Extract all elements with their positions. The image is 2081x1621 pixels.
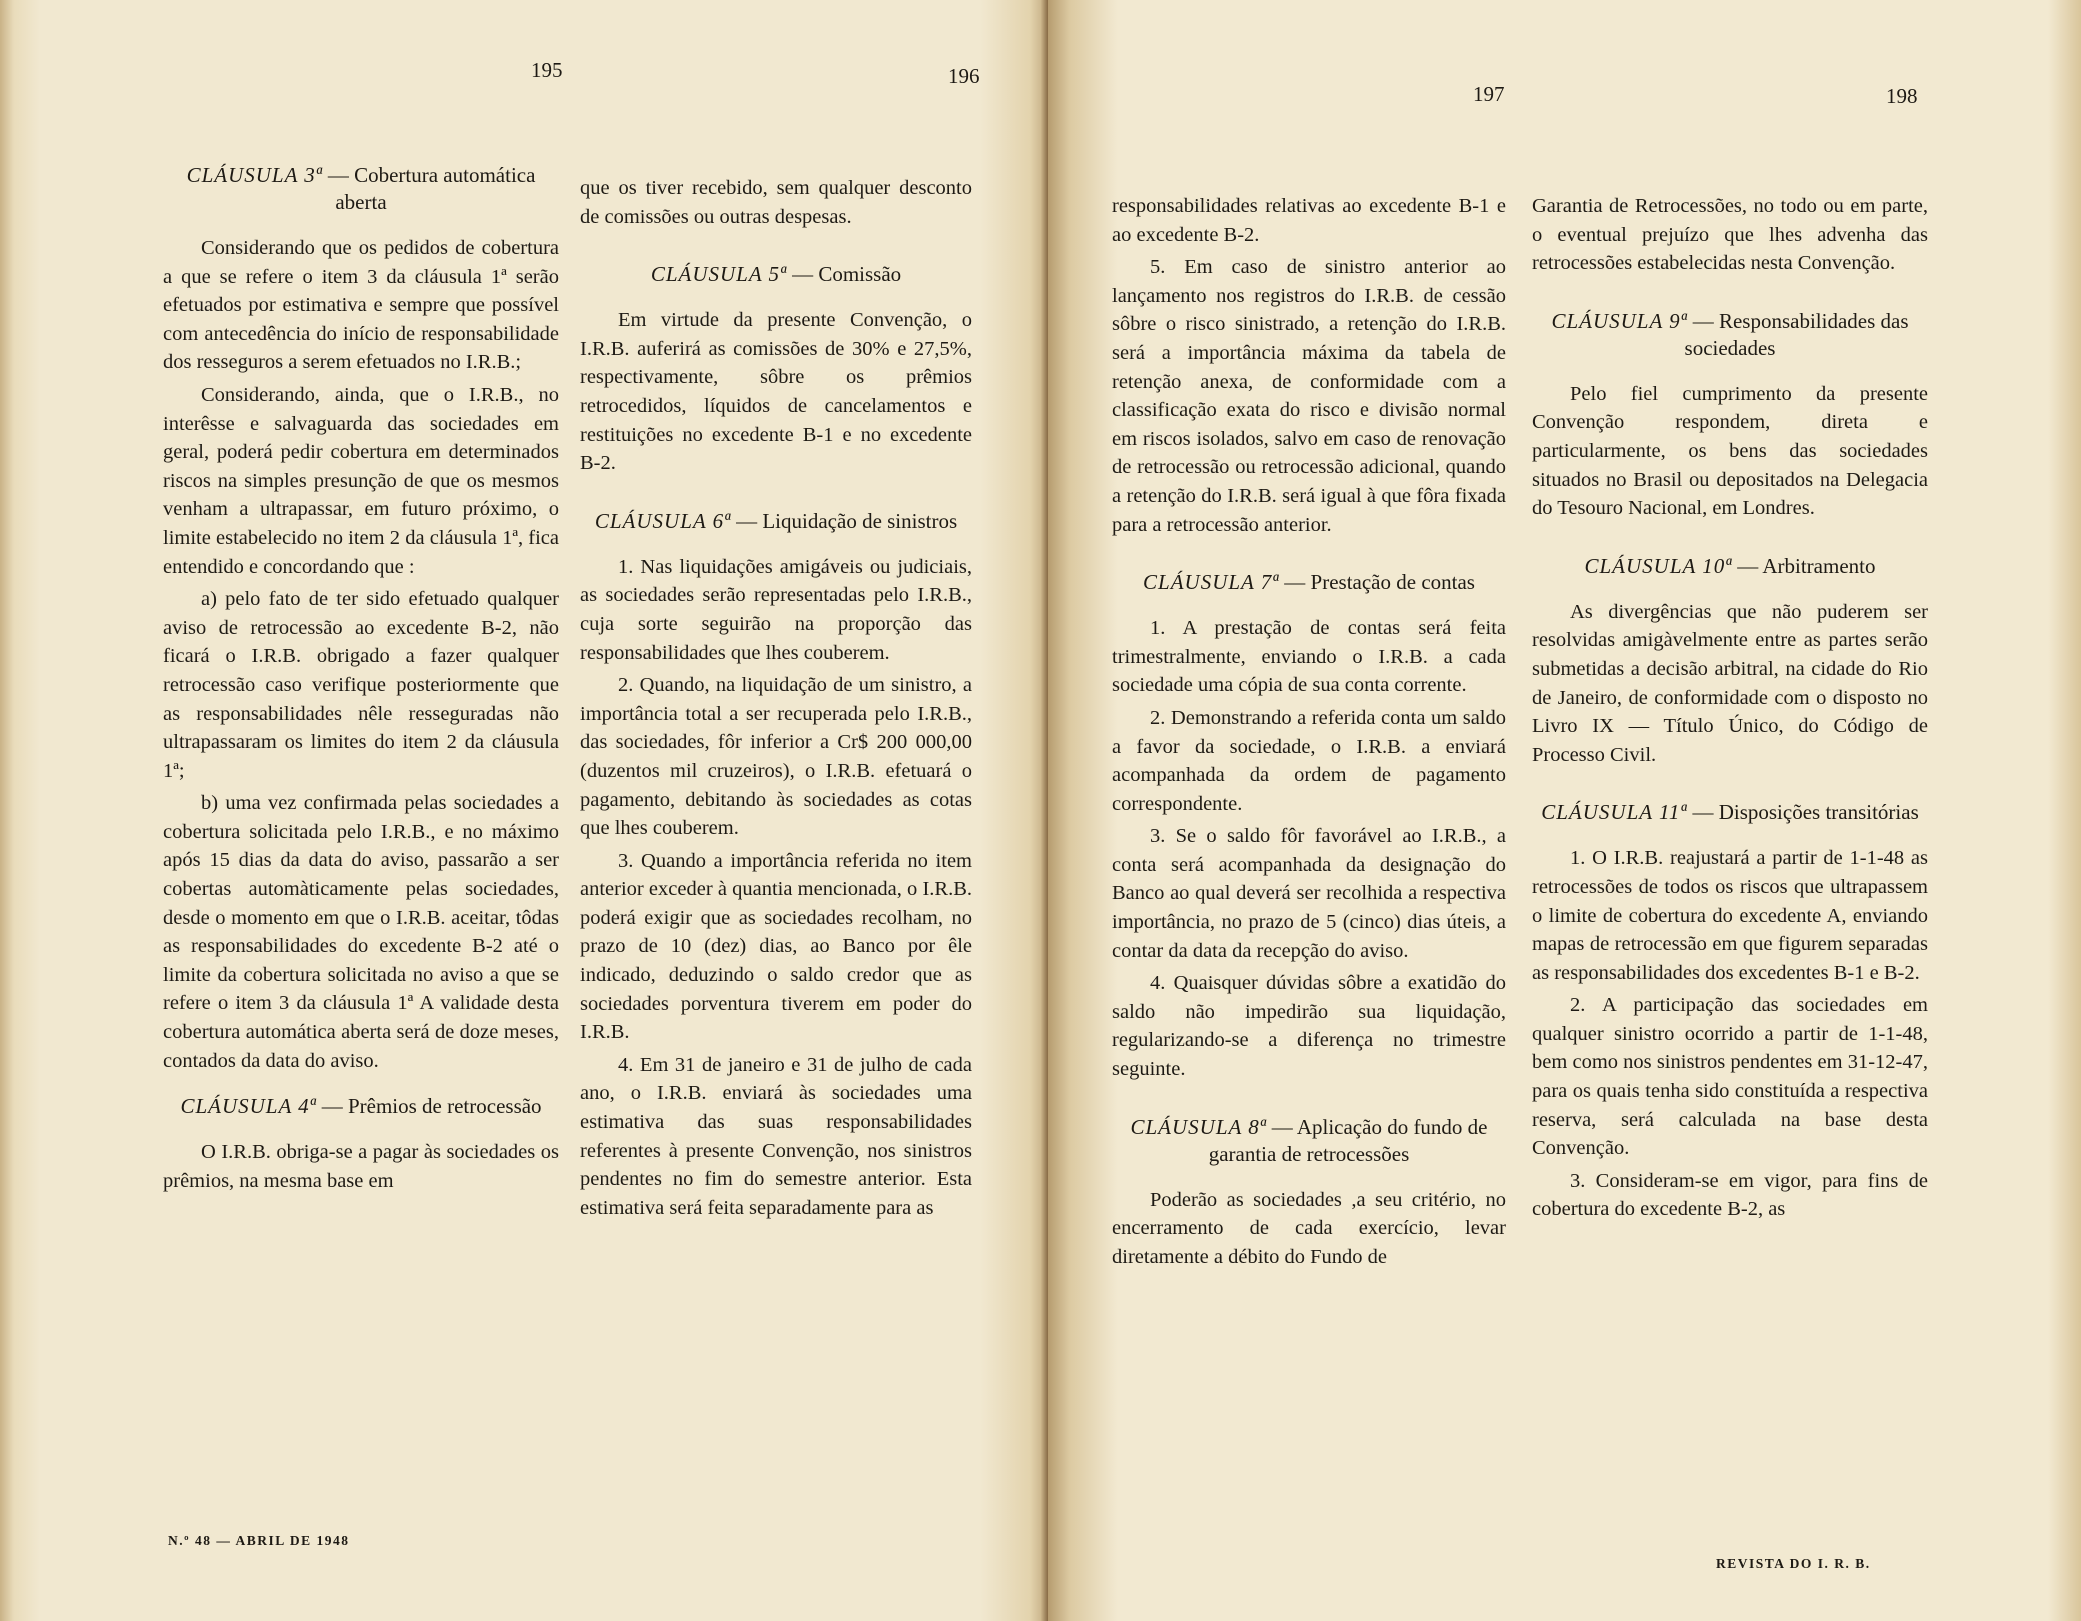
clause-5-name: CLÁUSULA 5ª: [650, 262, 787, 287]
paragraph: 3. Quando a importância referida no item anterior exceder à quantia mencionada, o I.R.B. poderá exigir que as sociedades recolham, no prazo de 10 (dez) dias, ao Banco por êle indicado, deduzindo o saldo credor que as sociedades porventura tiverem em poder do I.R.B.: [580, 849, 972, 1044]
item-a: a) pelo fato de ter sido efetuado qualquer aviso de retrocessão ao excedente B-2, não ficará o I.R.B. obrigado a fazer qualquer retrocessão caso verifique posteriormente que as responsabilidades nêle resseguradas não ultrapassaram os limites do item 2 da cláusula 1ª;: [163, 588, 559, 782]
paragraph: 1. Nas liquidações amigáveis ou judiciais, as sociedades serão representadas pelo I.R.B., cuja sorte seguirão na proporção das responsabilidades que lhes couberem.: [580, 555, 972, 664]
clause-7-name: CLÁUSULA 7ª: [1143, 570, 1280, 595]
paragraph: As divergências que não puderem ser resolvidas amigàvelmente entre as partes serão submetidas a decisão arbitral, na cidade do Rio de Janeiro, de conformidade com o disposto no Livro IX — Título Único, do Código de Processo Civil.: [1532, 600, 1928, 766]
clause-4-name: CLÁUSULA 4ª: [180, 1094, 317, 1119]
page-number-195: 195: [531, 58, 563, 82]
clause-9-heading: [1532, 308, 1928, 362]
paragraph: 1. O I.R.B. reajustará a partir de 1-1-48 as retrocessões de todos os riscos que ultrapassem o limite de cobertura do excedente A, enviando mapas de retrocessão em que figurem separadas as responsabilidades dos excedentes B-1 e B-2.: [1532, 847, 1928, 984]
clause-11-heading: [1532, 799, 1928, 826]
page-number-198: 198: [1886, 84, 1918, 108]
clause-4-title: — Prêmios de retrocessão: [321, 1094, 542, 1119]
clause-8-name: CLÁUSULA 8ª: [1130, 1114, 1267, 1139]
clause-9-name: CLÁUSULA 9ª: [1551, 308, 1688, 333]
clause-3-heading: [163, 162, 559, 216]
footer-journal: REVISTA DO I. R. B.: [1716, 1556, 1871, 1571]
right-page: [1048, 0, 2081, 1621]
clause-4-heading: [163, 1093, 559, 1120]
paragraph-continuation: que os tiver recebido, sem qualquer desconto de comissões ou outras despesas.: [580, 177, 972, 228]
page-number-196: 196: [948, 64, 980, 88]
clause-9-title: — Responsabilidades das sociedades: [1684, 308, 1909, 360]
footer-issue: N.º 48 — ABRIL DE 1948: [168, 1533, 350, 1548]
column-198: [1532, 192, 1928, 1228]
paragraph: 2. A participação das sociedades em qualquer sinistro ocorrido a partir de 1-1-48, bem como nos sinistros pendentes em 31-12-47, para os quais tenha sido constituída a respectiva reserva, será calculada na base desta Convenção.: [1532, 994, 1928, 1160]
clause-10-title: — Arbitramento: [1737, 553, 1876, 578]
paragraph: 3. Consideram-se em vigor, para fins de cobertura do excedente B-2, as: [1532, 1169, 1928, 1221]
clause-6-heading: [580, 508, 972, 535]
clause-3-name: CLÁUSULA 3ª: [186, 163, 323, 187]
paragraph: 2. Quando, na liquidação de um sinistro, a importância total a ser recuperada pelo I.R.B., das sociedades, fôr inferior a Cr$ 200 000,00 (duzentos mil cruzeiros), o I.R.B. efetuará o pagamento, debitando às sociedades as cotas que lhes couberem.: [580, 674, 972, 840]
clause-7-heading: [1112, 569, 1506, 596]
paragraph: 5. Em caso de sinistro anterior ao lançamento nos registros do I.R.B. de cessão sôbre o risco sinistrado, a retenção do I.R.B. será a importância máxima da tabela de retenção anexa, de conformidade com a classificação exata do risco e divisão normal em riscos isolados, salvo em caso de renovação de retrocessão ou retrocessão adicional, quando a retenção do I.R.B. será igual à que fôra fixada para a retrocessão anterior.: [1112, 256, 1506, 536]
paragraph-continuation: Garantia de Retrocessões, no todo ou em parte, o eventual prejuízo que lhes advenha das retrocessões estabelecidas nesta Convenção.: [1532, 195, 1928, 275]
clause-8-title: — Aplicação do fundo de garantia de retrocessões: [1208, 1114, 1488, 1166]
column-196: [580, 174, 972, 1226]
paragraph: 1. A prestação de contas será feita trimestralmente, enviando o I.R.B. a cada sociedade uma cópia de sua conta corrente.: [1112, 617, 1506, 697]
paragraph: 3. Se o saldo fôr favorável ao I.R.B., a conta será acompanhada da designação do Banco ao qual deverá ser recolhida a respectiva importância, no prazo de 5 (cinco) dias úteis, a contar da data da recepção do aviso.: [1112, 825, 1506, 962]
paragraph: 2. Demonstrando a referida conta um saldo a favor da sociedade, o I.R.B. a enviará acompanhada da ordem de pagamento correspondente.: [1112, 706, 1506, 815]
clause-6-title: — Liquidação de sinistros: [736, 508, 958, 533]
column-197: [1112, 192, 1506, 1275]
paragraph: Em virtude da presente Convenção, o I.R.B. auferirá as comissões de 30% e 27,5%, respectivamente, sôbre os prêmios retrocedidos, líquidos de cancelamentos e restituições no excedente B-1 e no excedente B-2.: [580, 309, 972, 475]
item-b: b) uma vez confirmada pelas sociedades a cobertura solicitada pelo I.R.B., e no máximo após 15 dias da data do aviso, passarão a ser cobertas automàticamente pelas sociedades, desde o momento em que o I.R.B. aceitar, tôdas as responsabilidades do excedente B-2 até o limite da cobertura solicitada no aviso a que se refere o item 3 da cláusula 1ª A validade desta cobertura automática aberta será de doze meses, contados da data do aviso.: [163, 792, 559, 1072]
clause-3-title: — Cobertura automática aberta: [327, 163, 536, 214]
clause-5-heading: [580, 261, 972, 288]
paragraph: Considerando que os pedidos de cobertura a que se refere o item 3 da cláusula 1ª serão efetuados por estimativa e sempre que possível com antecedência do início de responsabilidade dos resseguros a serem efetuados no I.R.B.;: [163, 237, 559, 374]
page-number-197: 197: [1473, 82, 1505, 106]
clause-8-heading: [1112, 1114, 1506, 1168]
clause-7-title: — Prestação de contas: [1284, 570, 1475, 595]
paragraph: Poderão as sociedades ,a seu critério, no encerramento de cada exercício, levar diretamente a débito do Fundo de: [1112, 1188, 1506, 1268]
column-195: [163, 162, 559, 1199]
paragraph: Pelo fiel cumprimento da presente Convenção respondem, direta e particularmente, os bens das sociedades situados no Brasil ou depositados na Delegacia do Tesouro Nacional, em Londres.: [1532, 382, 1928, 520]
clause-10-name: CLÁUSULA 10ª: [1584, 553, 1733, 578]
clause-6-name: CLÁUSULA 6ª: [594, 508, 731, 533]
clause-11-name: CLÁUSULA 11ª: [1541, 800, 1688, 825]
paragraph: Considerando, ainda, que o I.R.B., no interêsse e salvaguarda das sociedades em geral, poderá pedir cobertura em determinados riscos na simples presunção de que os mesmos venham a ultrapassar, em futuro próximo, o limite estabelecido no item 2 da cláusula 1ª, fica entendido e concordando que :: [163, 383, 559, 578]
paragraph: O I.R.B. obriga-se a pagar às sociedades os prêmios, na mesma base em: [163, 1141, 559, 1192]
paragraph: 4. Quaisquer dúvidas sôbre a exatidão do saldo não impedirão sua liquidação, regularizando-se a diferença no trimestre seguinte.: [1112, 972, 1506, 1081]
clause-5-title: — Comissão: [792, 262, 902, 287]
paragraph: 4. Em 31 de janeiro e 31 de julho de cada ano, o I.R.B. enviará às sociedades uma estimativa das suas responsabilidades referentes à presente Convenção, nos sinistros pendentes no fim do semestre anterior. Esta estimativa será feita separadamente para as: [580, 1053, 972, 1219]
clause-11-title: — Disposições transitórias: [1692, 800, 1919, 825]
clause-10-heading: [1532, 553, 1928, 580]
paragraph-continuation: responsabilidades relativas ao excedente B-1 e ao excedente B-2.: [1112, 195, 1506, 246]
